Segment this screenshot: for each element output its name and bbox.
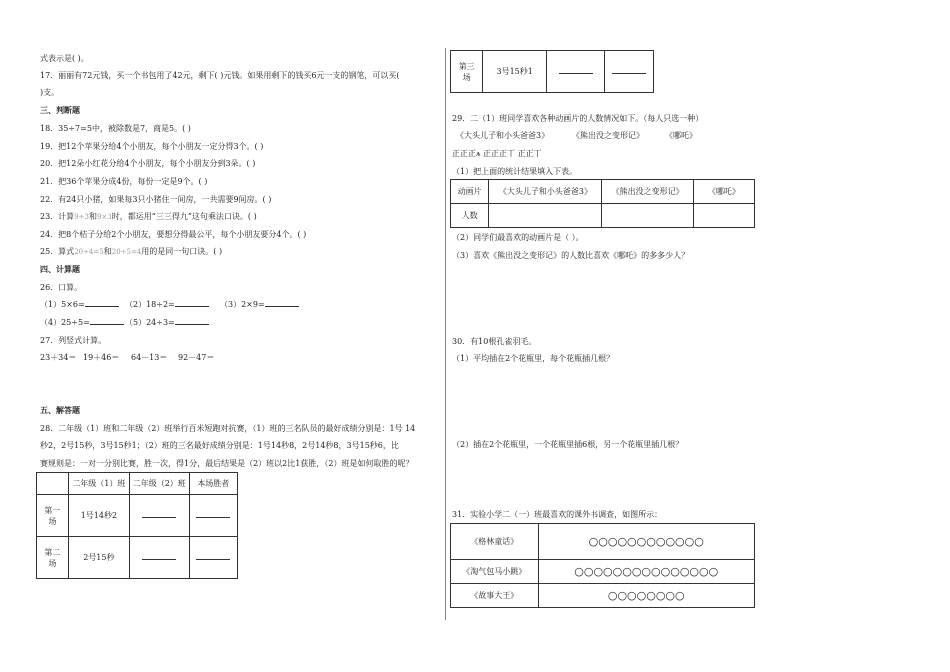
q29-title-1: 《大头儿子和小头爸爸3》	[456, 131, 550, 140]
table-row	[37, 537, 238, 579]
q29-line1: 29．二（1）班同学喜欢各种动画片的人数情况如下。（每人只选一种）	[452, 114, 704, 123]
q28-line2: 秒2，2号15秒，3号15秒1；（2）班的三名最好成绩分别是：1号14秒8，2号14秒8，3号15秒6，比	[40, 441, 399, 450]
q28-row1-winner-blank[interactable]	[189, 495, 237, 537]
q28-table-continued	[450, 50, 654, 93]
q29-header-title-1: 《大头儿子和小头爸爸3》	[489, 180, 602, 204]
q31-circles-3: ○○○○○○○○	[538, 584, 755, 608]
q28-row2-blank[interactable]	[129, 537, 189, 579]
q28-row3-winner-blank[interactable]	[605, 51, 654, 93]
q29-tally: 正正正⩚ 正正正丅 正正丅	[452, 149, 542, 158]
q31-title: 31．实验小学二（一）班最喜欢的课外书调查，如图所示：	[452, 510, 663, 519]
q30-title: 30．有10根孔雀羽毛。	[452, 337, 537, 346]
q17-line2: )支。	[40, 88, 60, 97]
q30-sub2: （2）插在2个花瓶里，一个花瓶里插6根，另一个花瓶里插几根？	[452, 440, 684, 449]
q27-title: 27．列竖式计算。	[40, 336, 107, 345]
q31-table	[450, 523, 755, 608]
q28-row1-time: 1号14秒2	[68, 495, 129, 537]
table-row	[451, 524, 755, 560]
q22: 22．有24只小猪，如果每3只小猪住一间房，一共需要9间房。( )	[40, 195, 272, 204]
table-row	[451, 204, 755, 228]
q29-header-label: 动画片	[451, 180, 489, 204]
q29-row-label: 人数	[451, 204, 489, 228]
q23-prefix: 23．计算	[40, 212, 75, 221]
q23-formula-1: 9÷3	[74, 213, 89, 221]
q26-title: 26．口算。	[40, 283, 83, 292]
q28-header-class1: 二年级（1）班	[68, 473, 129, 495]
q26-row1-1: （1）5×6=	[40, 300, 119, 310]
q21: 21．把36个苹果分成4份，每份一定是9个。( )	[40, 177, 208, 186]
q31-circles-2: ○○○○○○○○○○○○○○○	[538, 560, 755, 584]
q16-tail: 式表示是( )。	[40, 54, 89, 63]
q29-table	[450, 179, 755, 228]
q31-book-1: 《格林童话》	[451, 524, 539, 560]
q18: 18．35÷7=5中，被除数是7，商是5。( )	[40, 124, 191, 133]
q23-formula-2: 9×3	[96, 213, 112, 221]
q20: 20．把12朵小红花分给4个小朋友，每个小朋友分到3朵。( )	[40, 159, 256, 168]
q28-row1-label: 第一 场	[37, 495, 69, 537]
q28-row3-label: 第三 场	[451, 51, 483, 93]
q28-row1-blank[interactable]	[129, 495, 189, 537]
q25	[40, 247, 222, 257]
q26-row2-1: （4）25÷5=	[40, 318, 124, 328]
q23	[40, 212, 257, 222]
q25-formula-1: 20÷4=5	[74, 248, 104, 256]
table-row	[37, 495, 238, 537]
q25-suffix: 用的是同一句口诀。( )	[141, 247, 223, 256]
q28-row2-label: 第二 场	[37, 537, 69, 579]
q31-book-3: 《故事大王》	[451, 584, 539, 608]
table-row	[451, 51, 654, 93]
q28-header-winner: 本场胜者	[189, 473, 237, 495]
q27-item-4: 92－47＝	[178, 353, 215, 362]
q25-formula-2: 20÷5=4	[111, 248, 142, 256]
q23-suffix: 时，都运用“三三得九”这句乘法口诀。( )	[111, 212, 257, 221]
section-3-title: 三、判断题	[40, 106, 80, 115]
q25-and: 和	[103, 247, 112, 256]
q31-book-2: 《淘气包马小跳》	[451, 560, 539, 584]
q30-sub1: （1）平均插在2个花瓶里，每个花瓶插几根？	[452, 354, 615, 363]
table-row	[451, 560, 755, 584]
q28-row2-time: 2号15秒	[68, 537, 129, 579]
q28-row2-winner-blank[interactable]	[189, 537, 237, 579]
table-row	[451, 584, 755, 608]
column-divider	[445, 48, 446, 620]
q31-circles-1: ○○○○○○○○○○○○	[538, 524, 755, 560]
q29-count-3[interactable]	[693, 204, 754, 228]
q28-header-class2: 二年级（2）班	[129, 473, 189, 495]
q29-count-2[interactable]	[602, 204, 693, 228]
q29-header-title-3: 《哪吒》	[693, 180, 754, 204]
q17-line1: 17．丽丽有72元钱，买一个书包用了42元，剩下( )元钱。如果用剩下的钱买6元一支的钢笔，可以买(	[40, 71, 400, 80]
q29-title-3: 《哪吒》	[665, 131, 697, 140]
q23-and: 和	[88, 212, 97, 221]
q28-line1: 28．二年级（1）班和二年级（2）班举行百米短跑对抗赛，（1）班的三名队员的最好成绩分别是：1号 14	[40, 424, 416, 433]
q27-item-3: 64－13＝	[131, 353, 168, 362]
q29-count-1[interactable]	[489, 204, 602, 228]
q28-table	[36, 472, 238, 579]
q28-row3-time: 3号15秒1	[483, 51, 547, 93]
q26-row2-2: （5）24÷3=	[125, 318, 209, 328]
q28-row3-blank[interactable]	[546, 51, 604, 93]
q26-row1-2: （2）18÷2=	[125, 300, 209, 310]
q19: 19．把12个苹果分给4个小朋友，每个小朋友一定分得3个。( )	[40, 142, 264, 151]
q26-row1-3: （3）2×9=	[220, 300, 299, 310]
section-5-title: 五、解答题	[40, 406, 80, 415]
q29-title-2: 《熊出没之变形记》	[572, 131, 644, 140]
q28-header-empty	[37, 473, 69, 495]
q29-sub3: （3）喜欢《熊出没之变形记》的人数比喜欢《哪吒》的多多少人？	[452, 251, 690, 260]
q29-header-title-2: 《熊出没之变形记》	[602, 180, 693, 204]
q27-item-2: 19＋46＝	[83, 353, 120, 362]
q24: 24．把8个桔子分给2个小朋友，要想分得最公平，每个小朋友要分4个。( )	[40, 230, 307, 239]
q29-sub1: （1）把上面的统计结果填入下表。	[452, 167, 578, 176]
q25-prefix: 25．算式	[40, 247, 75, 256]
section-4-title: 四、计算题	[40, 265, 80, 274]
q29-sub2: （2）同学们最喜欢的动画片是（ ）。	[452, 233, 584, 242]
q27-item-1: 23＋34＝	[40, 353, 77, 362]
q28-line3: 赛规则是：一对一分别比赛，胜一次，得1分，最后结果是（2）班以2比1获胜，（2）班是如何取胜的呢？	[40, 459, 414, 468]
